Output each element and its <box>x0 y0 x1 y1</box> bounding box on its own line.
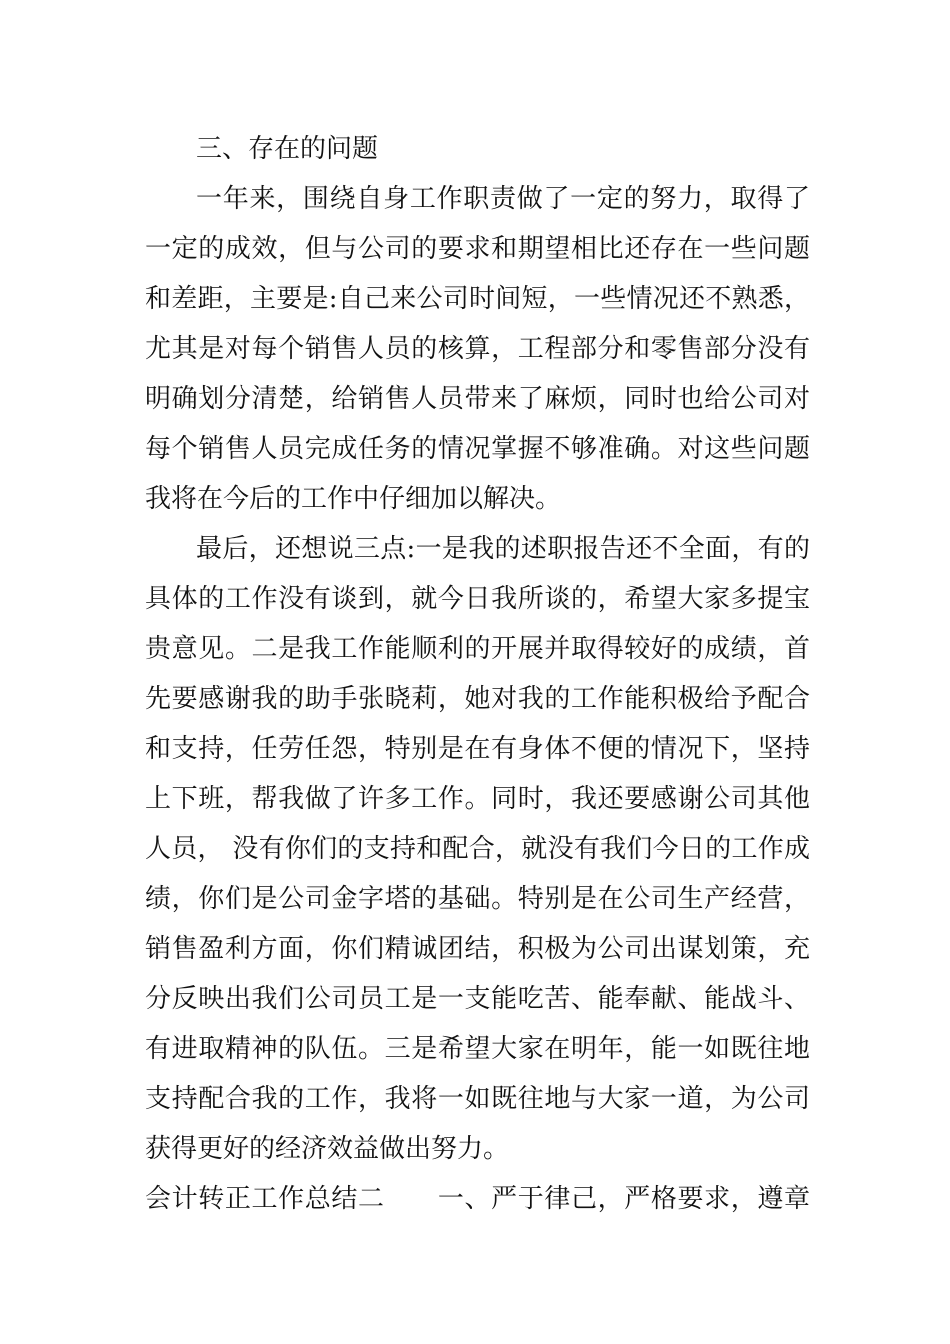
paragraph-line: 明确划分清楚，给销售人员带来了麻烦，同时也给公司对 <box>145 384 810 414</box>
paragraph-line: 绩，你们是公司金字塔的基础。特别是在公司生产经营， <box>145 884 810 914</box>
paragraph-line: 我将在今后的工作中仔细加以解决。 <box>145 484 562 514</box>
paragraph-line: 上下班，帮我做了许多工作。同时，我还要感谢公司其他 <box>145 784 810 814</box>
paragraph-line: 每个销售人员完成任务的情况掌握不够准确。对这些问题 <box>145 434 810 464</box>
paragraph-line: 支持配合我的工作，我将一如既往地与大家一道，为公司 <box>145 1084 810 1114</box>
paragraph-line: 有进取精神的队伍。三是希望大家在明年，能一如既往地 <box>145 1034 810 1064</box>
next-section-line: 会计转正工作总结二 一、严于律己，严格要求，遵章 <box>145 1184 810 1214</box>
paragraph-line: 获得更好的经济效益做出努力。 <box>145 1134 510 1164</box>
paragraph-line: 一定的成效，但与公司的要求和期望相比还存在一些问题 <box>145 234 810 264</box>
paragraph-line: 人员， 没有你们的支持和配合，就没有我们今日的工作成 <box>145 834 810 864</box>
paragraph-line: 尤其是对每个销售人员的核算，工程部分和零售部分没有 <box>145 334 810 364</box>
paragraph-line: 最后，还想说三点:一是我的述职报告还不全面，有的 <box>196 534 810 564</box>
paragraph-line: 销售盈利方面，你们精诚团结，积极为公司出谋划策，充 <box>145 934 810 964</box>
paragraph-line: 一年来，围绕自身工作职责做了一定的努力，取得了 <box>196 184 810 214</box>
paragraph-line: 先要感谢我的助手张晓莉，她对我的工作能积极给予配合 <box>145 684 810 714</box>
paragraph-line: 和支持，任劳任怨，特别是在有身体不便的情况下，坚持 <box>145 734 810 764</box>
section-heading: 三、存在的问题 <box>196 134 379 164</box>
paragraph-line: 贵意见。二是我工作能顺利的开展并取得较好的成绩，首 <box>145 634 810 664</box>
paragraph-line: 分反映出我们公司员工是一支能吃苦、能奉献、能战斗、 <box>145 984 810 1014</box>
paragraph-line: 具体的工作没有谈到，就今日我所谈的，希望大家多提宝 <box>145 584 810 614</box>
paragraph-line: 和差距，主要是:自己来公司时间短，一些情况还不熟悉， <box>145 284 810 314</box>
